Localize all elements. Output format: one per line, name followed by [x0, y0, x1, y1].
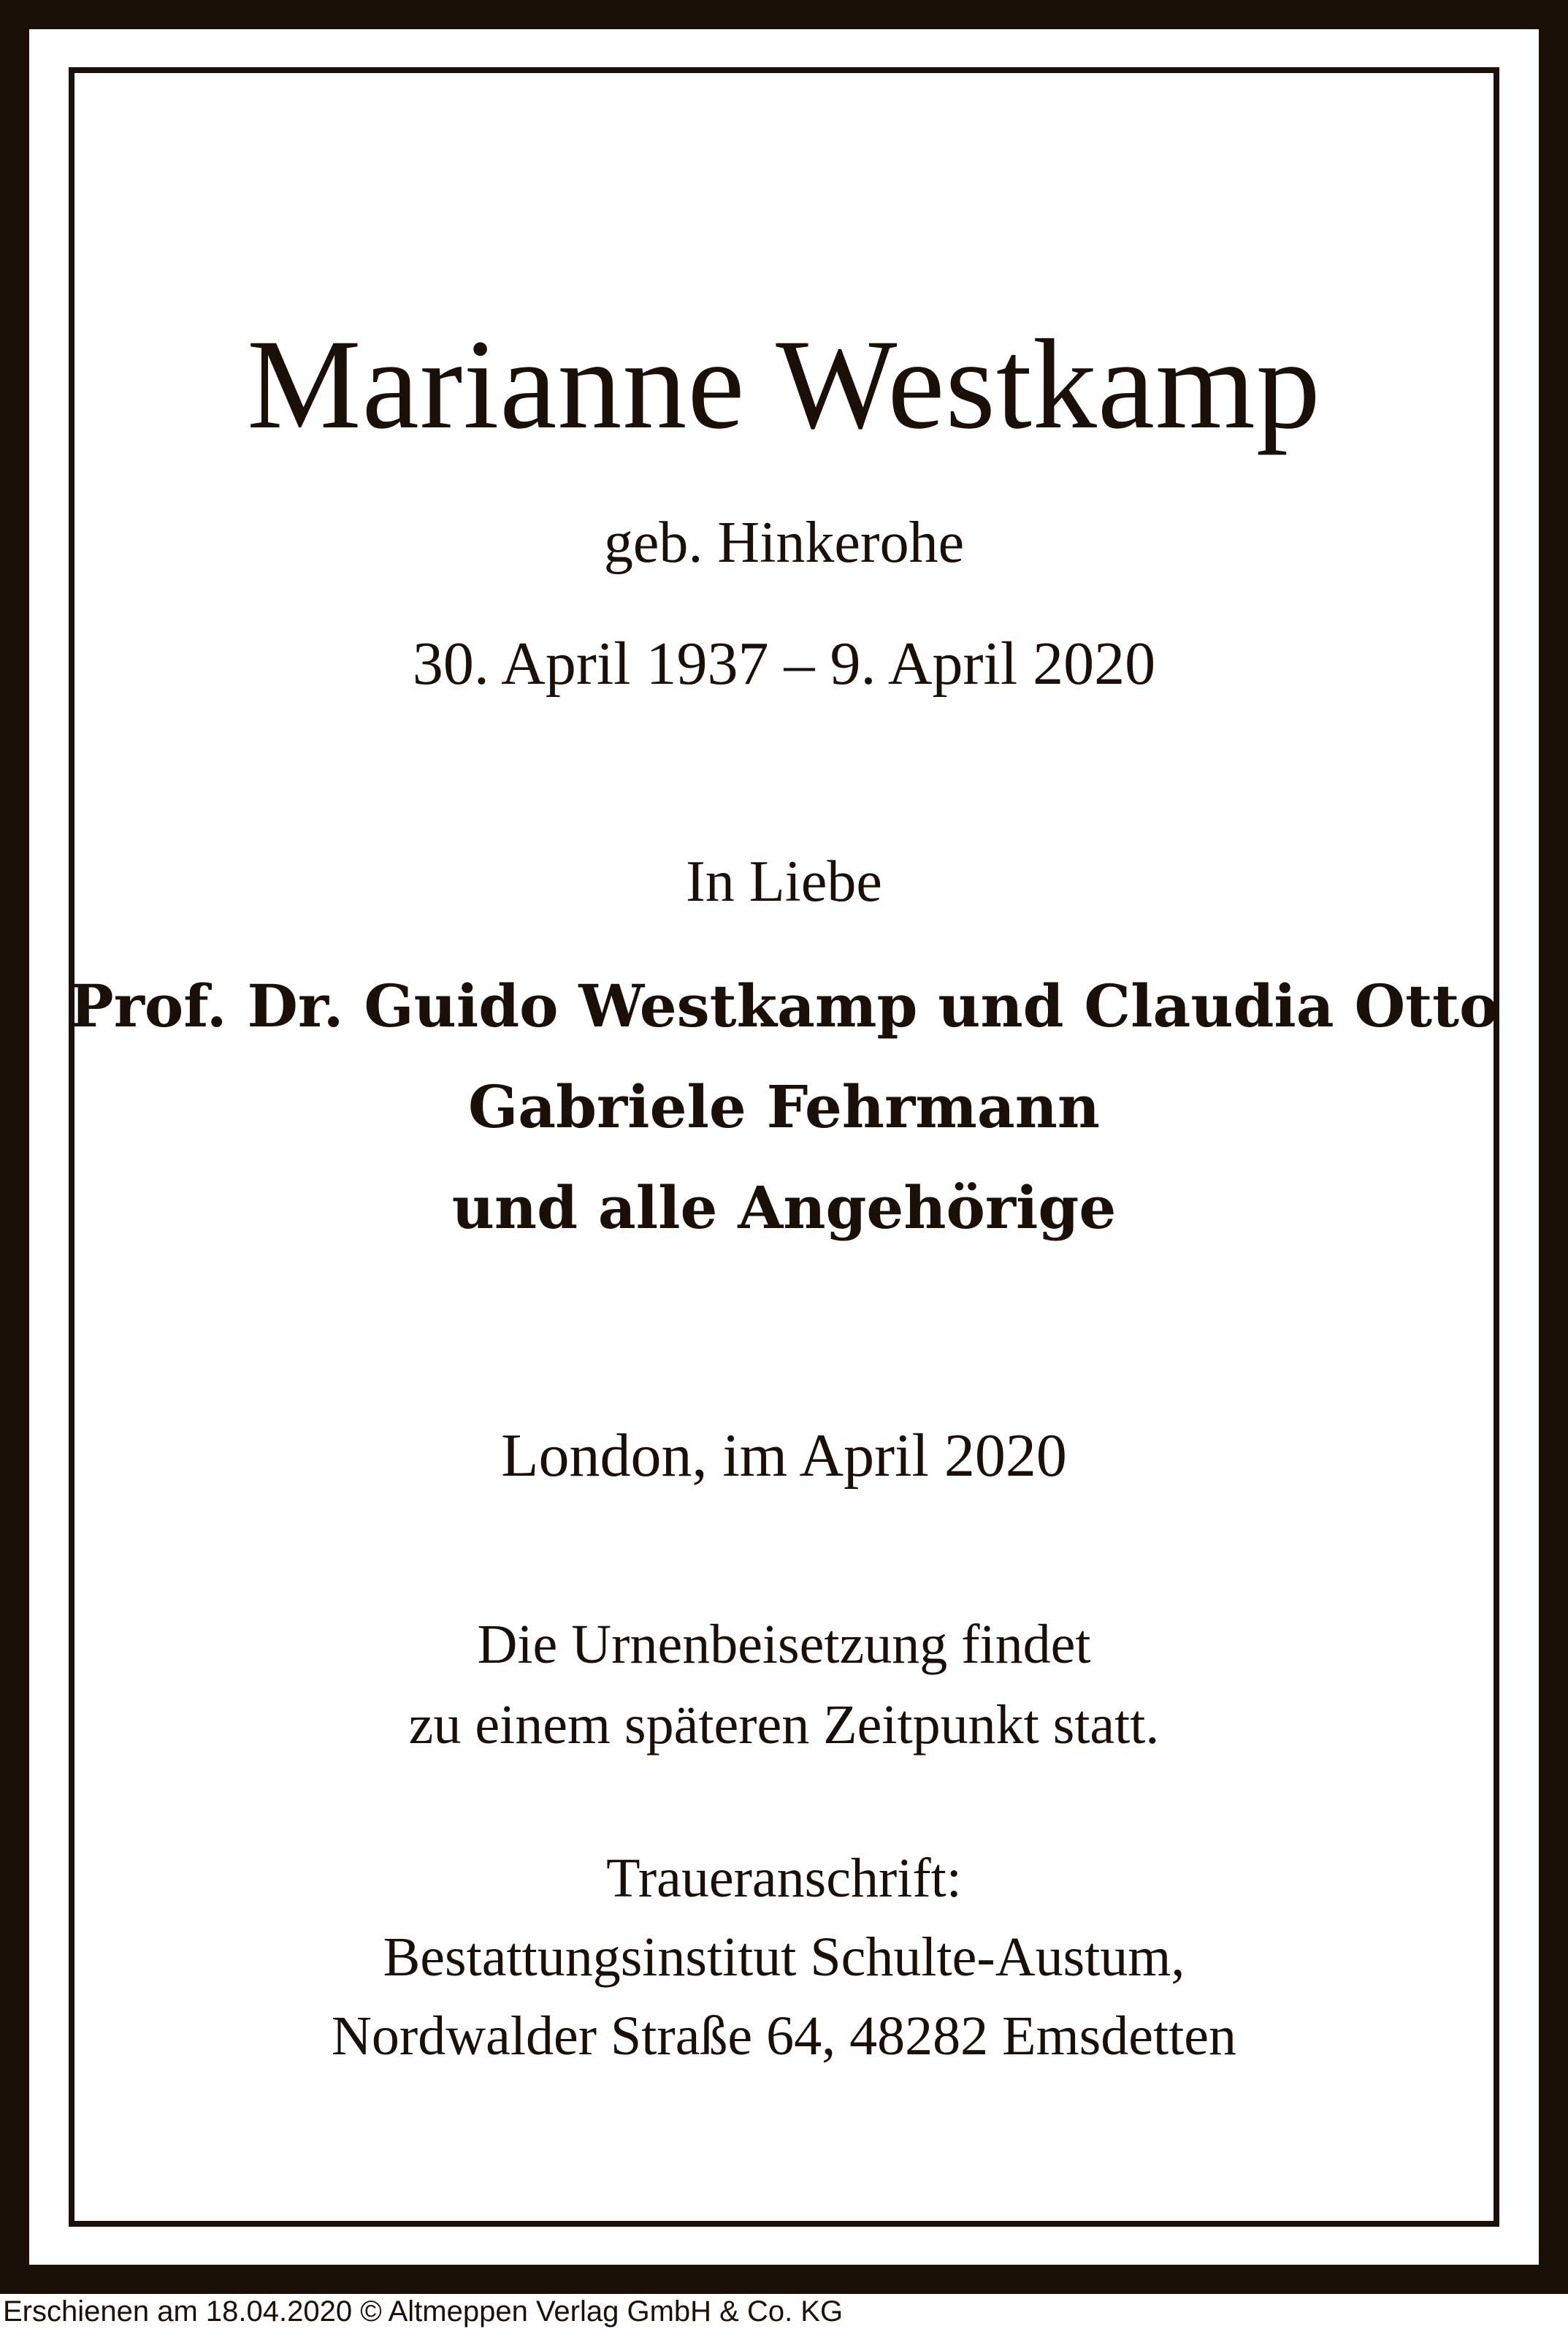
- burial-note-line: Die Urnenbeisetzung findet: [477, 1614, 1091, 1675]
- deceased-name: Marianne Westkamp: [247, 313, 1321, 456]
- life-dates: 30. April 1937 – 9. April 2020: [412, 630, 1156, 698]
- burial-note-line: zu einem späteren Zeitpunkt statt.: [408, 1694, 1160, 1756]
- intro-text: In Liebe: [686, 850, 882, 914]
- mourner-line: Gabriele Fehrmann: [467, 1072, 1101, 1141]
- birth-name: geb. Hinkerohe: [603, 511, 965, 575]
- address-heading: Traueranschrift:: [606, 1848, 962, 1909]
- address-line: Nordwalder Straße 64, 48282 Emsdetten: [332, 2005, 1236, 2067]
- address-line: Bestattungsinstitut Schulte-Austum,: [383, 1926, 1185, 1988]
- mourner-line: und alle Angehörige: [451, 1173, 1117, 1242]
- place-date: London, im April 2020: [501, 1422, 1067, 1490]
- obituary-content: [29, 29, 1539, 2265]
- mourner-line: Prof. Dr. Guido Westkamp und Claudia Otto: [69, 972, 1499, 1040]
- publication-footer: Erschienen am 18.04.2020 © Altmeppen Verlag GmbH & Co. KG: [3, 2295, 844, 2328]
